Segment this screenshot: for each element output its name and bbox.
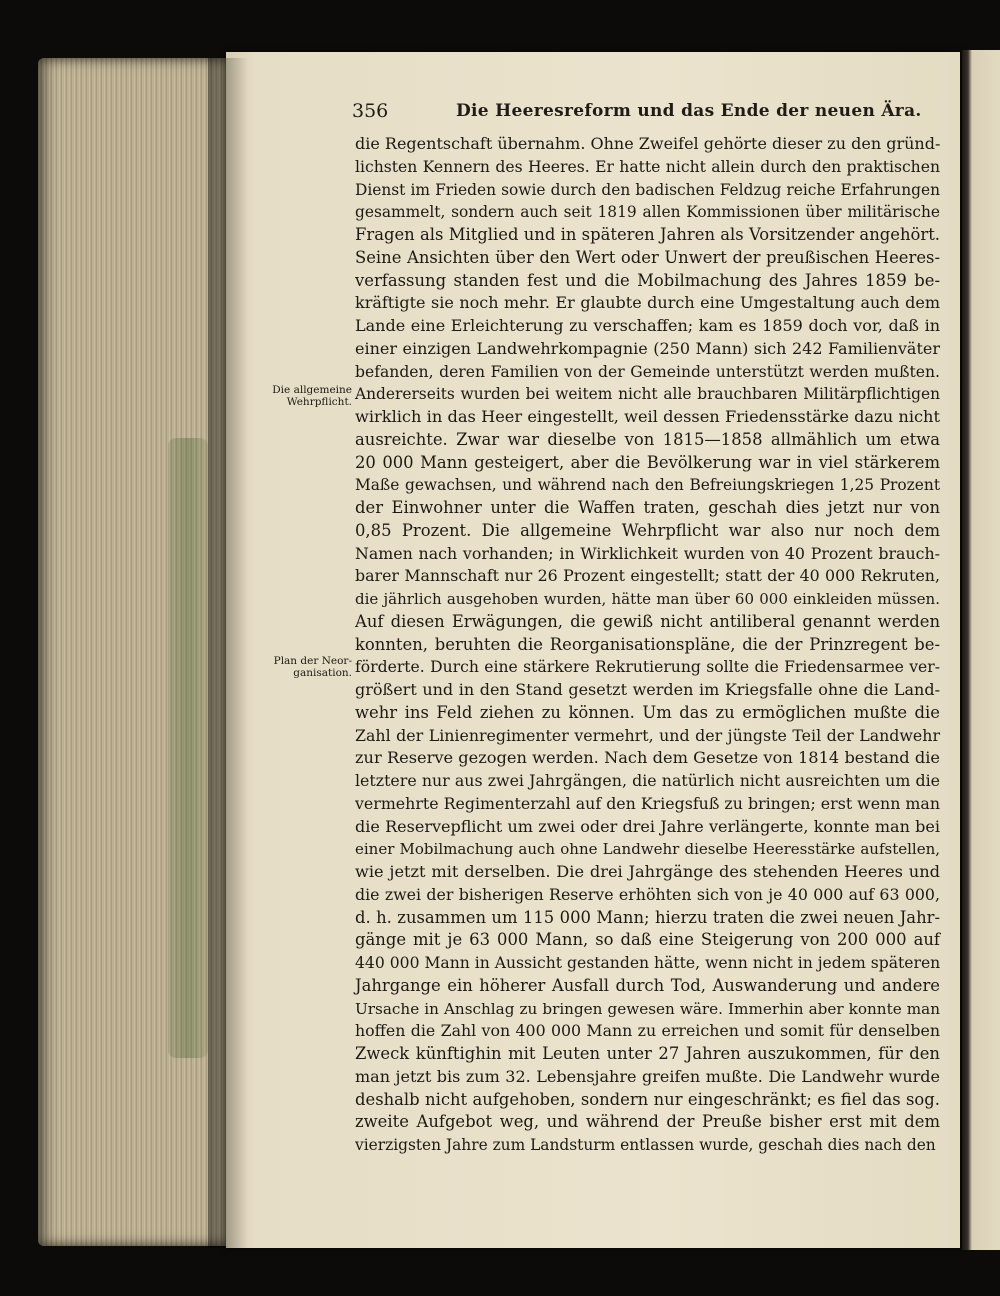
text-line: Jahrgange ein höherer Ausfall durch Tod, Auswanderung und andere xyxy=(355,975,940,995)
text-line: einer einzigen Landwehrkompagnie (250 Mann) sich 242 Familienväter xyxy=(355,338,940,358)
text-line: wie jetzt mit derselben. Die drei Jahrgänge des stehenden Heeres und xyxy=(355,862,940,881)
sidenote-line: ganisation. xyxy=(293,667,352,679)
text-line: 440 000 Mann in Aussicht gestanden hätte, wenn nicht in jedem späteren xyxy=(355,954,941,972)
sidenote-line: Die allgemeine xyxy=(272,384,352,396)
text-line: verfassung standen fest und die Mobilmachung des Jahres 1859 be- xyxy=(355,270,940,290)
text-line: die jährlich ausgehoben wurden, hätte man über 60 000 einkleiden müssen. xyxy=(355,590,940,608)
text-line: die Regentschaft übernahm. Ohne Zweifel gehörte dieser zu den gründ- xyxy=(355,134,941,153)
text-line: man jetzt bis zum 32. Lebensjahre greifen mußte. Die Landwehr wurde xyxy=(355,1066,940,1086)
text-line: d. h. zusammen um 115 000 Mann; hierzu traten die zwei neuen Jahr- xyxy=(355,907,940,927)
text-line: der Einwohner unter die Waffen traten, geschah dies jetzt nur von xyxy=(355,498,940,517)
text-line: barer Mannschaft nur 26 Prozent eingestellt; statt der 40 000 Rekruten, xyxy=(355,566,940,586)
text-line: 0,85 Prozent. Die allgemeine Wehrpflicht war also nur noch dem xyxy=(355,520,940,540)
text-line: Zweck künftighin mit Leuten unter 27 Jahren auszukommen, für den xyxy=(355,1044,940,1063)
text-line: Auf diesen Erwägungen, die gewiß nicht antiliberal genannt werden xyxy=(355,611,940,631)
text-line: hoffen die Zahl von 400 000 Mann zu erreichen und somit für denselben xyxy=(355,1021,940,1041)
text-line: größert und in den Stand gesetzt werden im Kriegsfalle ohne die Land- xyxy=(355,680,940,699)
text-line: deshalb nicht aufgehoben, sondern nur eingeschränkt; es fiel das sog. xyxy=(355,1089,940,1109)
text-line: Zahl der Linienregimenter vermehrt, und der jüngste Teil der Landwehr xyxy=(355,725,940,745)
text-line: wirklich in das Heer eingestellt, weil dessen Friedensstärke dazu nicht xyxy=(355,407,940,426)
text-line: befanden, deren Familien von der Gemeinde unterstützt werden mußten. xyxy=(355,362,940,381)
text-line: Maße gewachsen, und während nach den Befreiungskriegen 1,25 Prozent xyxy=(355,476,940,495)
text-line: Lande eine Erleichterung zu verschaffen; kam es 1859 doch vor, daß in xyxy=(355,316,940,335)
text-line: ausreichte. Zwar war dieselbe von 1815—1858 allmählich um etwa xyxy=(355,429,940,449)
sidenote-line: Wehrpflicht. xyxy=(286,396,352,408)
text-line: gesammelt, sondern auch seit 1819 allen Kommissionen über militärische xyxy=(355,203,940,222)
body-text xyxy=(355,133,940,1157)
sidenote-wehrpflicht xyxy=(246,384,352,408)
text-line: Seine Ansichten über den Wert oder Unwert der preußischen Heeres- xyxy=(355,247,940,267)
text-line: 20 000 Mann gesteigert, aber die Bevölkerung war in viel stärkerem xyxy=(355,452,940,472)
book-page-edges xyxy=(38,58,228,1246)
text-line: Ursache in Anschlag zu bringen gewesen wäre. Immerhin aber konnte man xyxy=(355,999,940,1018)
sidenote-reorganisation xyxy=(246,655,352,679)
text-line: vierzigsten Jahre zum Landsturm entlassen wurde, geschah dies nach den xyxy=(355,1136,936,1154)
next-page-edge xyxy=(962,50,1000,1250)
text-line: Fragen als Mitglied und in späteren Jahren als Vorsitzender angehört. xyxy=(355,225,940,244)
running-head: Die Heeresreform und das Ende der neuen Ära. xyxy=(456,101,922,121)
text-line: Andererseits wurden bei weitem nicht alle brauchbaren Militärpflichtigen xyxy=(355,385,940,404)
text-line: wehr ins Feld ziehen zu können. Um das zu ermöglichen mußte die xyxy=(355,702,940,722)
text-line: Dienst im Frieden sowie durch den badischen Feldzug reiche Erfahrungen xyxy=(355,180,940,199)
text-line: zur Reserve gezogen werden. Nach dem Gesetze von 1814 bestand die xyxy=(355,748,940,768)
text-line: vermehrte Regimenterzahl auf den Kriegsfuß zu bringen; erst wenn man xyxy=(355,793,940,813)
sidenote-line: Plan der Neor- xyxy=(273,655,352,667)
text-line: förderte. Durch eine stärkere Rekrutierung sollte die Friedensarmee ver- xyxy=(355,658,940,677)
text-line: zweite Aufgebot weg, und während der Preuße bisher erst mit dem xyxy=(355,1112,940,1132)
page-header xyxy=(352,100,952,124)
text-line: lichsten Kennern des Heeres. Er hatte nicht allein durch den praktischen xyxy=(355,157,940,176)
text-line: gänge mit je 63 000 Mann, so daß eine Steigerung von 200 000 auf xyxy=(355,930,940,950)
text-line: Namen nach vorhanden; in Wirklichkeit wurden von 40 Prozent brauch- xyxy=(355,543,940,563)
text-line: die zwei der bisherigen Reserve erhöhten sich von je 40 000 auf 63 000, xyxy=(355,884,940,904)
page-number: 356 xyxy=(352,100,389,122)
text-line: letztere nur aus zwei Jahrgängen, die natürlich nicht ausreichten um die xyxy=(355,771,940,790)
text-line: konnten, beruhten die Reorganisationspläne, die der Prinzregent be- xyxy=(355,634,940,654)
text-line: einer Mobilmachung auch ohne Landwehr dieselbe Heeresstärke aufstellen, xyxy=(355,840,940,859)
text-line: kräftigte sie noch mehr. Er glaubte durch eine Umgestaltung auch dem xyxy=(355,293,940,313)
spine-shadow xyxy=(208,58,248,1248)
text-line: die Reservepflicht um zwei oder drei Jahre verlängerte, konnte man bei xyxy=(355,816,940,836)
